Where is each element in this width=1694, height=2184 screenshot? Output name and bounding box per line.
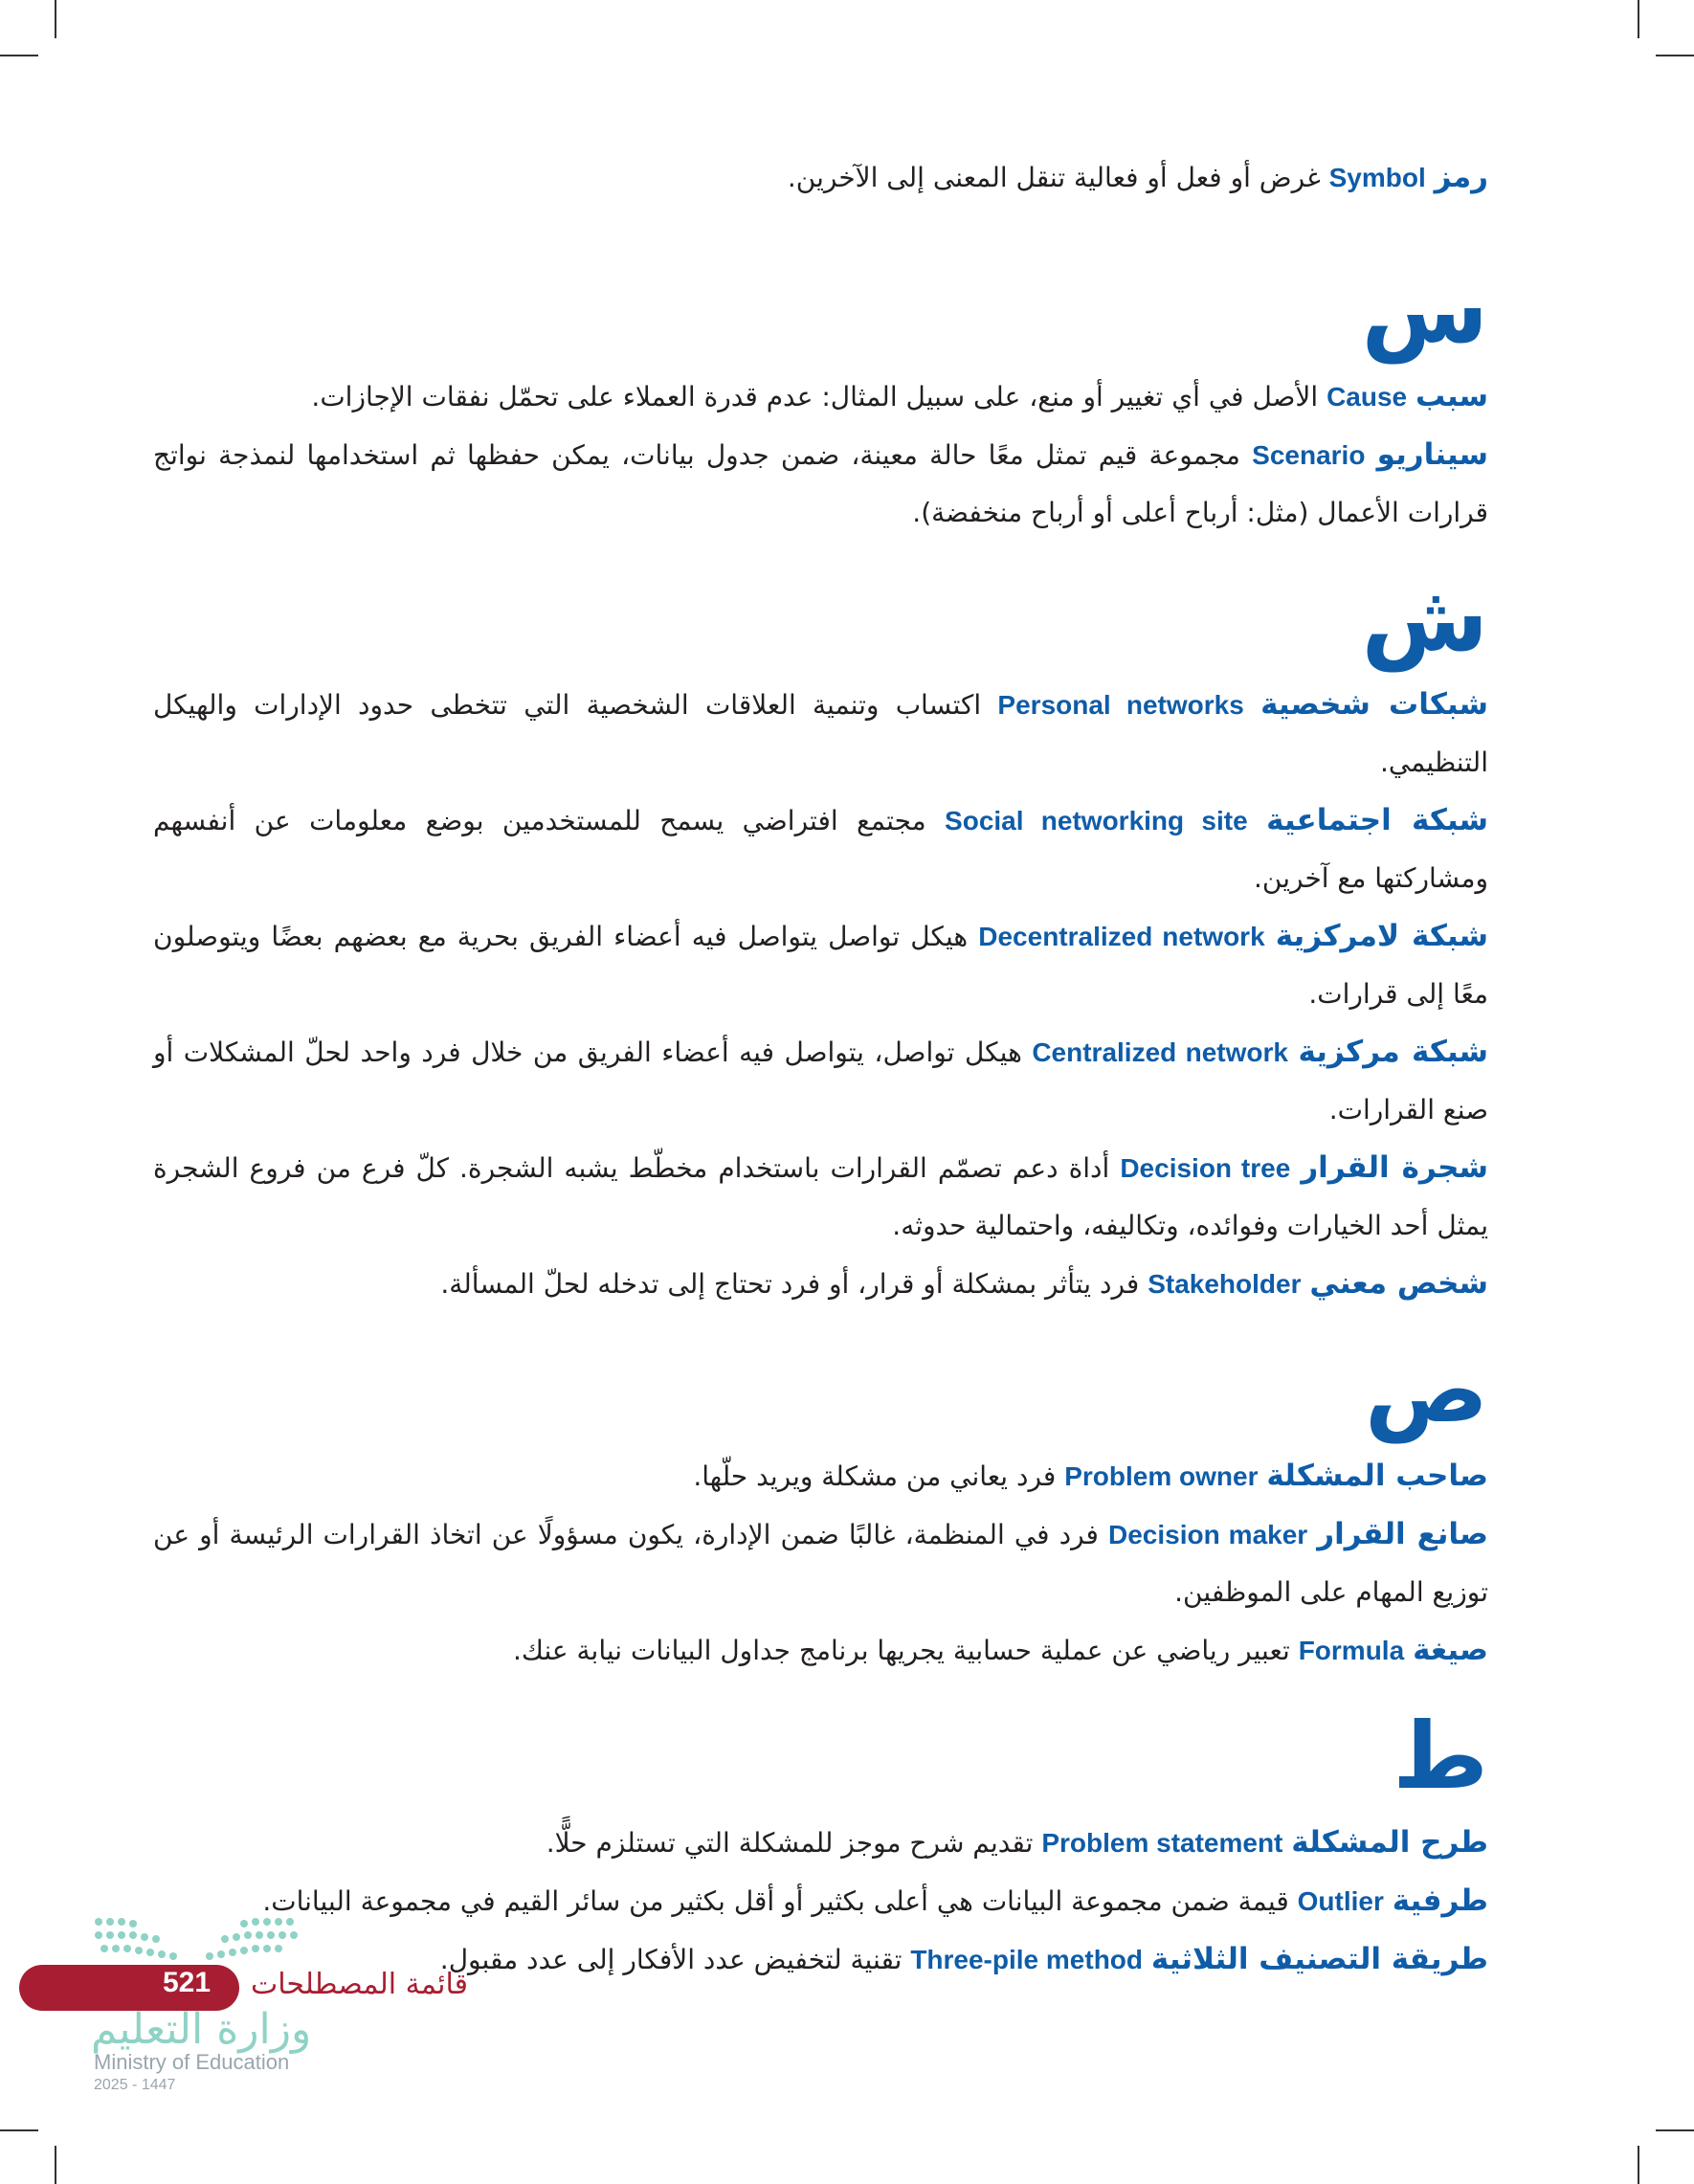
term-arabic: شبكة مركزية	[1298, 1035, 1488, 1069]
glossary-entry	[153, 907, 1488, 1023]
page-number: 521	[163, 1967, 212, 1998]
term-definition: اكتساب وتنمية العلاقات الشخصية التي تتخطى حدود الإدارات والهيكل التنظيمي.	[153, 689, 1488, 778]
term-arabic: سيناريو	[1376, 437, 1488, 472]
term-arabic: طريقة التصنيف الثلاثية	[1150, 1942, 1488, 1976]
glossary-entry	[153, 1621, 1488, 1680]
term-english: Problem owner	[1064, 1461, 1259, 1491]
term-arabic: طرح المشكلة	[1291, 1825, 1488, 1860]
crop-mark	[55, 0, 56, 38]
term-english: Decision maker	[1108, 1520, 1308, 1549]
term-definition: قيمة ضمن مجموعة البيانات هي أعلى بكثير أو أقل بكثير من سائر القيم في مجموعة البيانات.	[262, 1885, 1289, 1917]
term-english: Problem statement	[1041, 1828, 1283, 1858]
glossary-content	[153, 148, 1488, 1989]
crop-mark	[0, 55, 38, 56]
term-definition: مجموعة قيم تمثل معًا حالة معينة، ضمن جدول بيانات، يمكن حفظها ثم استخدامها لنمذجة نواتج قرارات الأعمال (مثل: أرباح أعلى أو أرباح منخفضة).	[153, 439, 1488, 528]
footer-title: قائمة المصطلحات	[251, 1968, 468, 2001]
glossary-entry	[153, 1023, 1488, 1139]
glossary-entry	[153, 1814, 1488, 1872]
term-english: Three-pile method	[910, 1945, 1144, 1974]
term-english: Symbol	[1328, 163, 1426, 192]
crop-mark	[1638, 2146, 1639, 2184]
glossary-entry	[153, 1139, 1488, 1255]
term-arabic: شخص معني	[1309, 1266, 1488, 1301]
term-english: Outlier	[1297, 1886, 1384, 1916]
glossary-entry	[153, 148, 1488, 207]
term-definition: هيكل تواصل يتواصل فيه أعضاء الفريق بحرية مع بعضهم بعضًا ويتوصلون معًا إلى قرارات.	[153, 921, 1488, 1010]
glossary-entry	[153, 426, 1488, 542]
glossary-entry	[153, 791, 1488, 907]
crop-mark	[0, 2129, 38, 2131]
glossary-entry	[153, 1872, 1488, 1930]
term-arabic: شبكة لامركزية	[1275, 919, 1489, 953]
term-english: Cause	[1326, 382, 1408, 412]
term-definition: تقديم شرح موجز للمشكلة التي تستلزم حلًّا.	[546, 1827, 1034, 1859]
term-english: Personal networks	[997, 690, 1244, 720]
crop-mark	[55, 2146, 56, 2184]
term-english: Centralized network	[1032, 1037, 1288, 1067]
crop-mark	[1656, 2129, 1694, 2131]
glossary-entry	[153, 368, 1488, 426]
term-english: Decentralized network	[978, 922, 1265, 951]
crop-mark	[1638, 0, 1639, 38]
ministry-name-arabic: وزارة التعليم	[91, 2005, 312, 2054]
term-arabic: صانع القرار	[1317, 1517, 1488, 1551]
ministry-logo-icon	[91, 1914, 311, 1972]
term-definition: تعبير رياضي عن عملية حسابية يجريها برنامج جداول البيانات نيابة عنك.	[512, 1635, 1290, 1666]
term-english: Decision tree	[1120, 1153, 1291, 1183]
term-arabic: شبكة اجتماعية	[1266, 803, 1489, 837]
term-definition: فرد يتأثر بمشكلة أو قرار، أو فرد تحتاج إلى تدخله لحلّ المسألة.	[440, 1268, 1140, 1300]
glossary-entry	[153, 1447, 1488, 1505]
term-arabic: شجرة القرار	[1301, 1150, 1488, 1185]
glossary-entry	[153, 676, 1488, 791]
ministry-name-english: Ministry of Education	[94, 2050, 290, 2074]
term-arabic: رمز	[1434, 160, 1488, 194]
edition-year: 2025 - 1447	[94, 2077, 176, 2093]
term-definition: فرد في المنظمة، غالبًا ضمن الإدارة، يكون مسؤولًا عن اتخاذ القرارات الرئيسة أو عن توزيع المهام على الموظفين.	[153, 1519, 1488, 1608]
term-english: Formula	[1298, 1636, 1405, 1665]
term-definition: تقنية لتخفيض عدد الأفكار إلى عدد مقبول.	[439, 1944, 903, 1975]
term-definition: هيكل تواصل، يتواصل فيه أعضاء الفريق من خلال فرد واحد لحلّ المشكلات أو صنع القرارات.	[153, 1036, 1488, 1125]
term-arabic: صيغة	[1413, 1633, 1488, 1667]
term-arabic: شبكات شخصية	[1260, 687, 1489, 722]
term-arabic: سبب	[1415, 379, 1488, 413]
glossary-entry	[153, 1505, 1488, 1621]
term-english: Stakeholder	[1148, 1269, 1302, 1299]
section-letter: س	[1361, 256, 1488, 364]
term-definition: أداة دعم تصمّم القرارات باستخدام مخطّط يشبه الشجرة. كلّ فرع من فروع الشجرة يمثل أحد الخيارات وفوائده، وتكاليفه، واحتمالية حدوثه.	[153, 1152, 1488, 1241]
glossary-entry	[153, 1255, 1488, 1313]
section-letter: ش	[1361, 565, 1488, 672]
term-arabic: صاحب المشكلة	[1266, 1459, 1488, 1493]
section-letter: ط	[1393, 1703, 1488, 1810]
section-letter: ص	[1364, 1336, 1488, 1443]
term-definition: الأصل في أي تغيير أو منع، على سبيل المثال: عدم قدرة العملاء على تحمّل نفقات الإجازات.	[311, 381, 1319, 412]
term-definition: غرض أو فعل أو فعالية تنقل المعنى إلى الآخرين.	[787, 162, 1321, 193]
term-definition: فرد يعاني من مشكلة ويريد حلّها.	[693, 1460, 1057, 1492]
term-definition: مجتمع افتراضي يسمح للمستخدمين بوضع معلومات عن أنفسهم ومشاركتها مع آخرين.	[153, 805, 1488, 894]
crop-mark	[1656, 55, 1694, 56]
term-english: Social networking site	[945, 806, 1248, 836]
term-english: Scenario	[1252, 440, 1366, 470]
term-arabic: طرفية	[1392, 1883, 1488, 1918]
